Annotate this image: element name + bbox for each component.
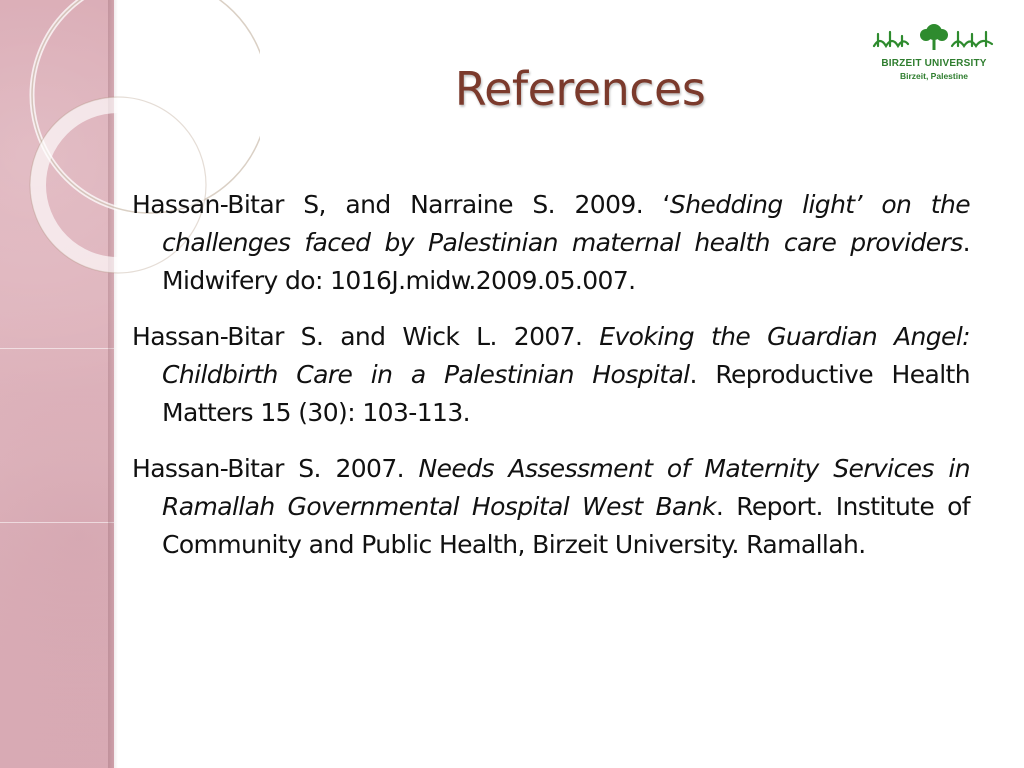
university-logo	[868, 14, 1000, 84]
reference-title: Evoking the Guardian Angel: Childbirth Care in a Palestinian Hospital	[162, 322, 970, 389]
reference-authors-year: Hassan-Bitar S, and Narraine S. 2009. ‘	[132, 190, 670, 219]
strip-seam	[0, 348, 114, 349]
reference-source: . Report. Institute of Community and Public Health, Birzeit University. Ramallah.	[162, 492, 970, 559]
reference-item	[132, 186, 970, 300]
reference-title: Needs Assessment of Maternity Services in Ramallah Governmental Hospital West Bank	[162, 454, 970, 521]
references-list	[132, 186, 970, 582]
reference-authors-year: Hassan-Bitar S. and Wick L. 2007.	[132, 322, 600, 351]
strip-seam	[0, 522, 114, 523]
slide-title: References	[454, 62, 706, 116]
birzeit-arabic-logo-icon	[868, 20, 1000, 54]
reference-source: . Midwifery do: 1016J.midw.2009.05.007.	[162, 228, 970, 295]
reference-item	[132, 318, 970, 432]
reference-title: Shedding light’ on the challenges faced by Palestinian maternal health care providers	[162, 190, 971, 257]
reference-authors-year: Hassan-Bitar S. 2007.	[132, 454, 419, 483]
logo-university-name: BIRZEIT UNIVERSITY	[881, 58, 987, 69]
reference-item	[132, 450, 970, 564]
logo-location: Birzeit, Palestine	[899, 71, 969, 81]
reference-source: . Reproductive Health Matters 15 (30): 103-113.	[162, 360, 970, 427]
